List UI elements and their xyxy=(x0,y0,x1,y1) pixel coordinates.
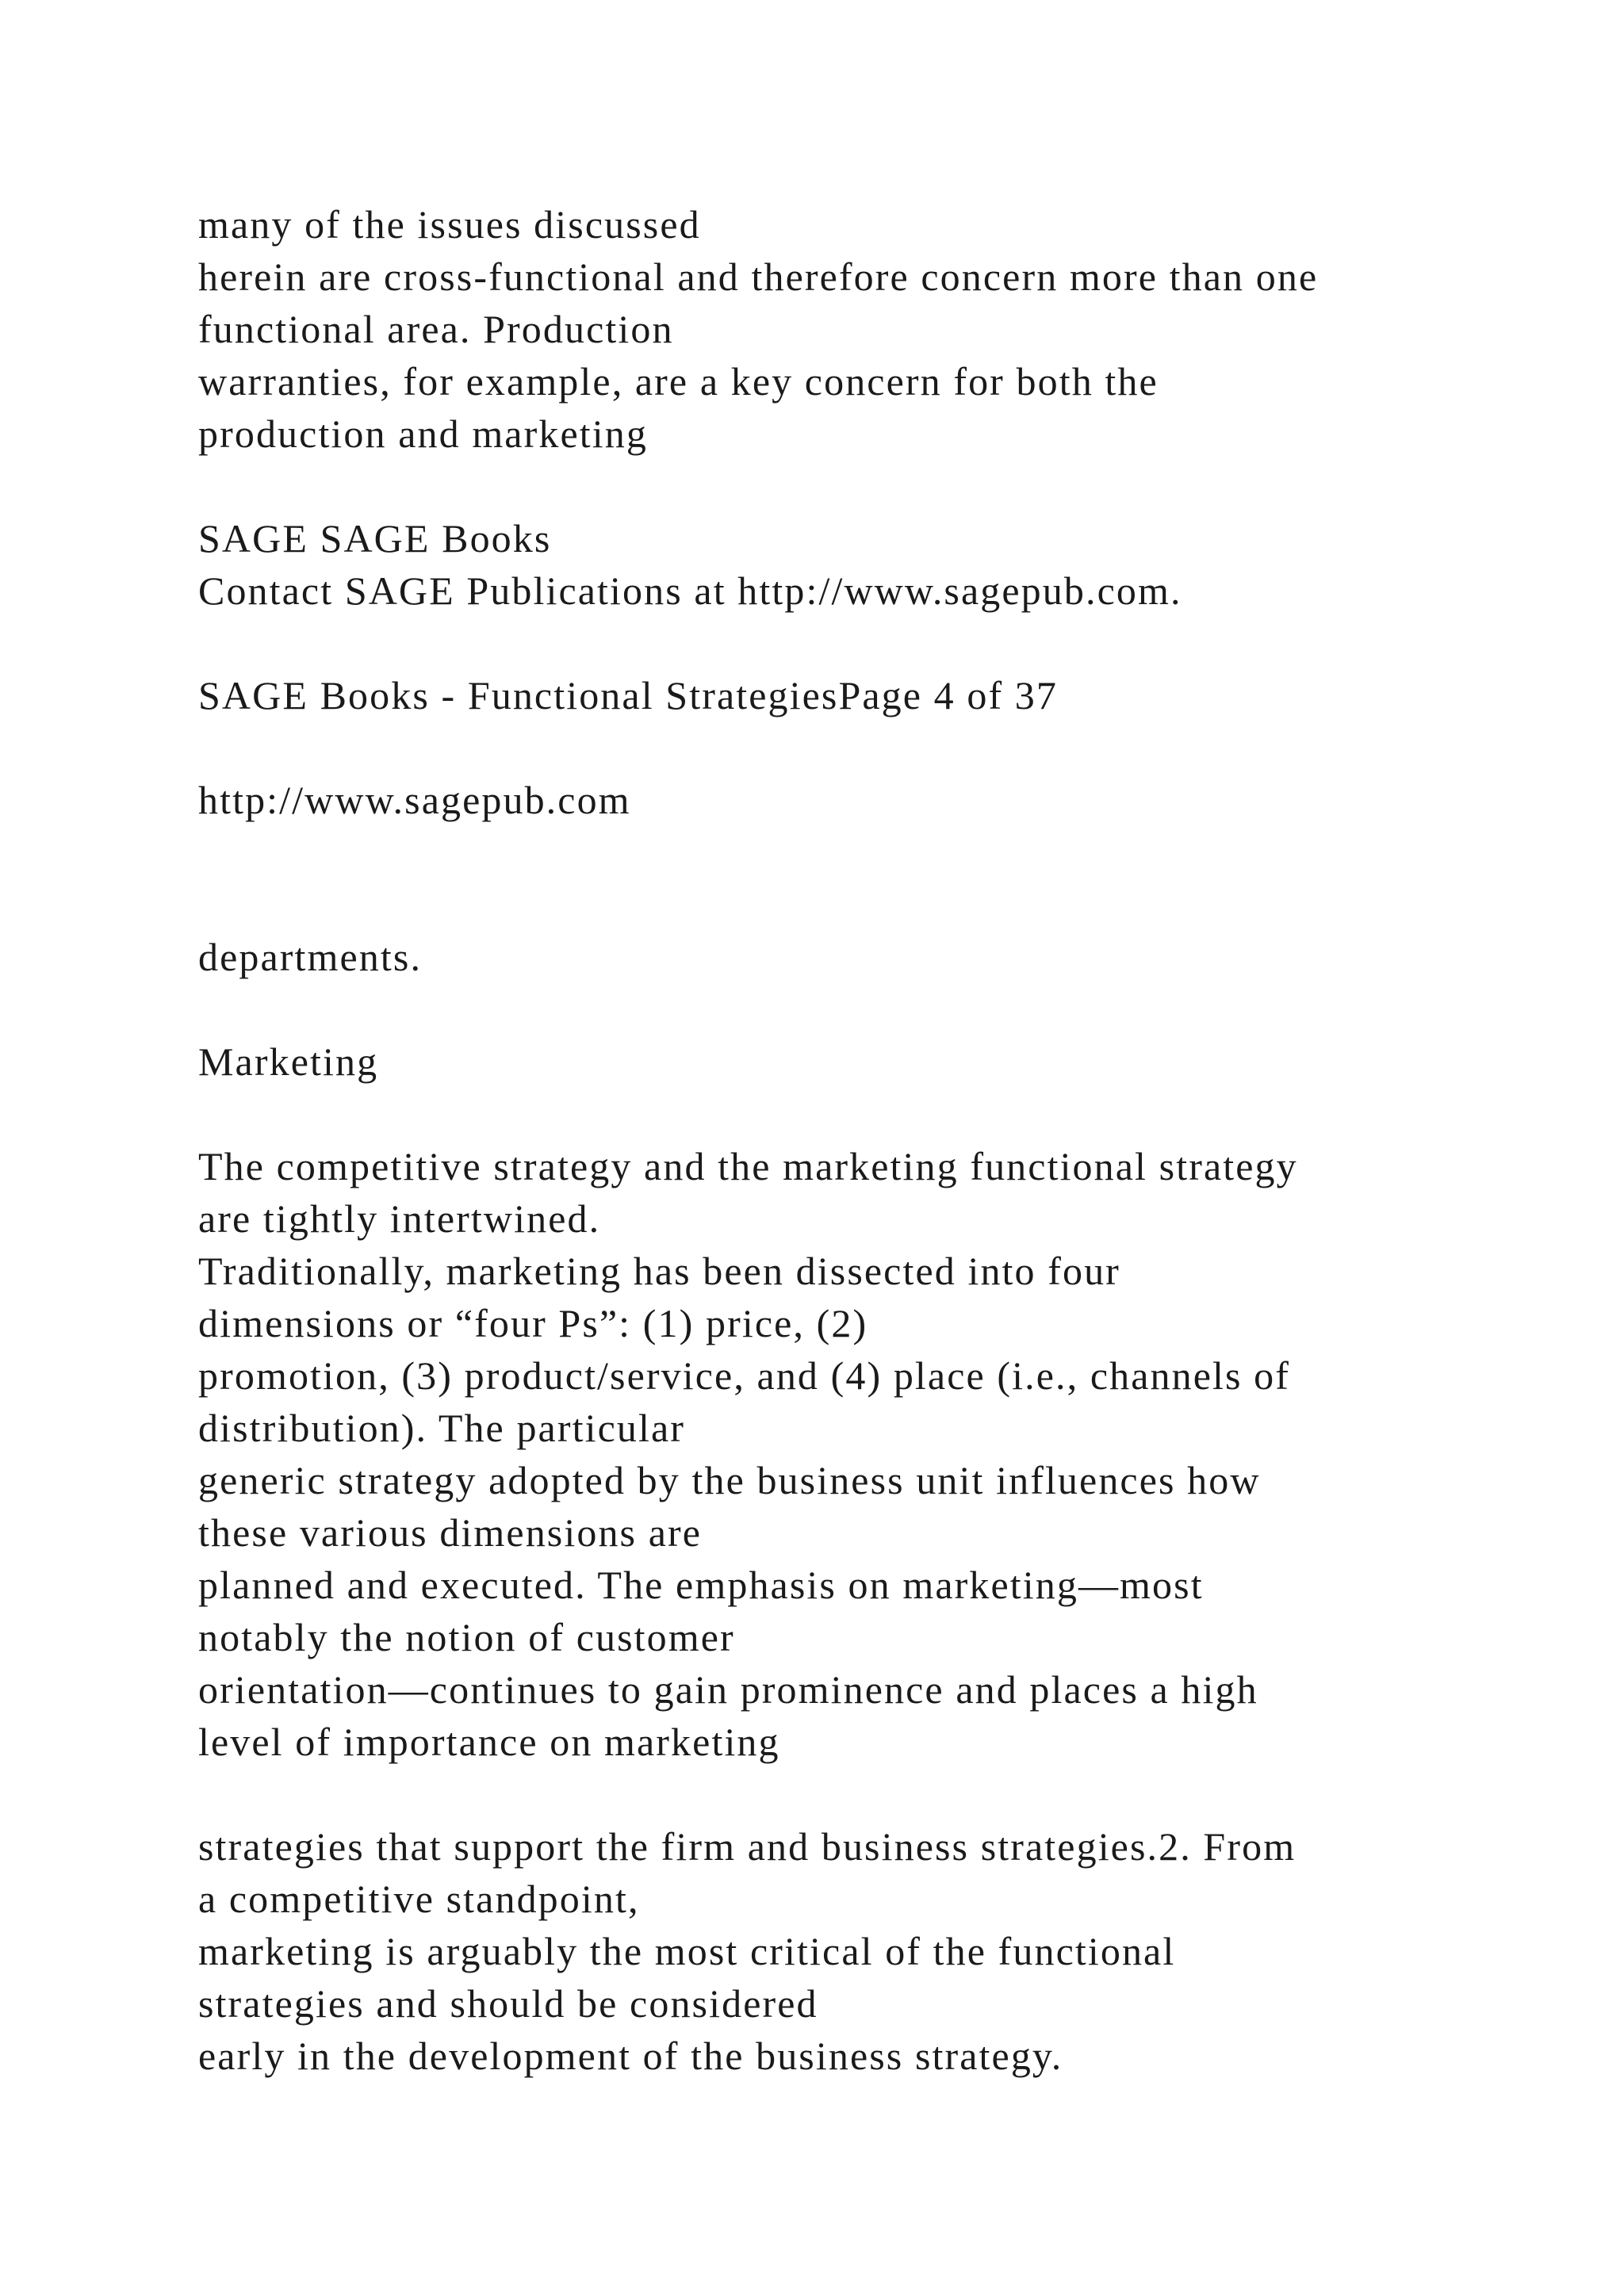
text-line: The competitive strategy and the marketing functional strategy xyxy=(198,1144,1298,1188)
publisher-url: http://www.sagepub.com xyxy=(198,778,631,822)
publisher-contact: Contact SAGE Publications at http://www.sagepub.com. xyxy=(198,568,1182,613)
text-line: these various dimensions are xyxy=(198,1510,703,1555)
text-line: a competitive standpoint, xyxy=(198,1877,640,1921)
text-line: functional area. Production xyxy=(198,307,674,351)
text-line: generic strategy adopted by the business unit influences how xyxy=(198,1458,1261,1502)
text-line: early in the development of the business strategy. xyxy=(198,2034,1063,2078)
page-header: SAGE Books - Functional StrategiesPage 4 of 37 xyxy=(198,673,1059,718)
text-line: are tightly intertwined. xyxy=(198,1196,601,1241)
text-line: strategies that support the firm and business strategies.2. From xyxy=(198,1824,1297,1869)
text-line: distribution). The particular xyxy=(198,1406,686,1450)
text-line: departments. xyxy=(198,935,423,979)
text-line: notably the notion of customer xyxy=(198,1615,735,1659)
text-line: warranties, for example, are a key concern for both the xyxy=(198,359,1159,404)
text-line: planned and executed. The emphasis on marketing—most xyxy=(198,1563,1204,1607)
text-line: production and marketing xyxy=(198,411,648,456)
text-line: many of the issues discussed xyxy=(198,202,701,247)
text-line: level of importance on marketing xyxy=(198,1720,780,1764)
text-line: strategies and should be considered xyxy=(198,1981,818,2026)
text-line: marketing is arguably the most critical of the functional xyxy=(198,1929,1176,1973)
text-line: herein are cross-functional and therefore concern more than one xyxy=(198,254,1319,299)
section-heading: Marketing xyxy=(198,1039,379,1084)
text-line: dimensions or “four Ps”: (1) price, (2) xyxy=(198,1301,868,1345)
text-line: promotion, (3) product/service, and (4) place (i.e., channels of xyxy=(198,1353,1291,1398)
text-line: orientation—continues to gain prominence and places a high xyxy=(198,1667,1258,1712)
publisher-name: SAGE SAGE Books xyxy=(198,516,552,561)
text-line: Traditionally, marketing has been dissected into four xyxy=(198,1249,1120,1293)
